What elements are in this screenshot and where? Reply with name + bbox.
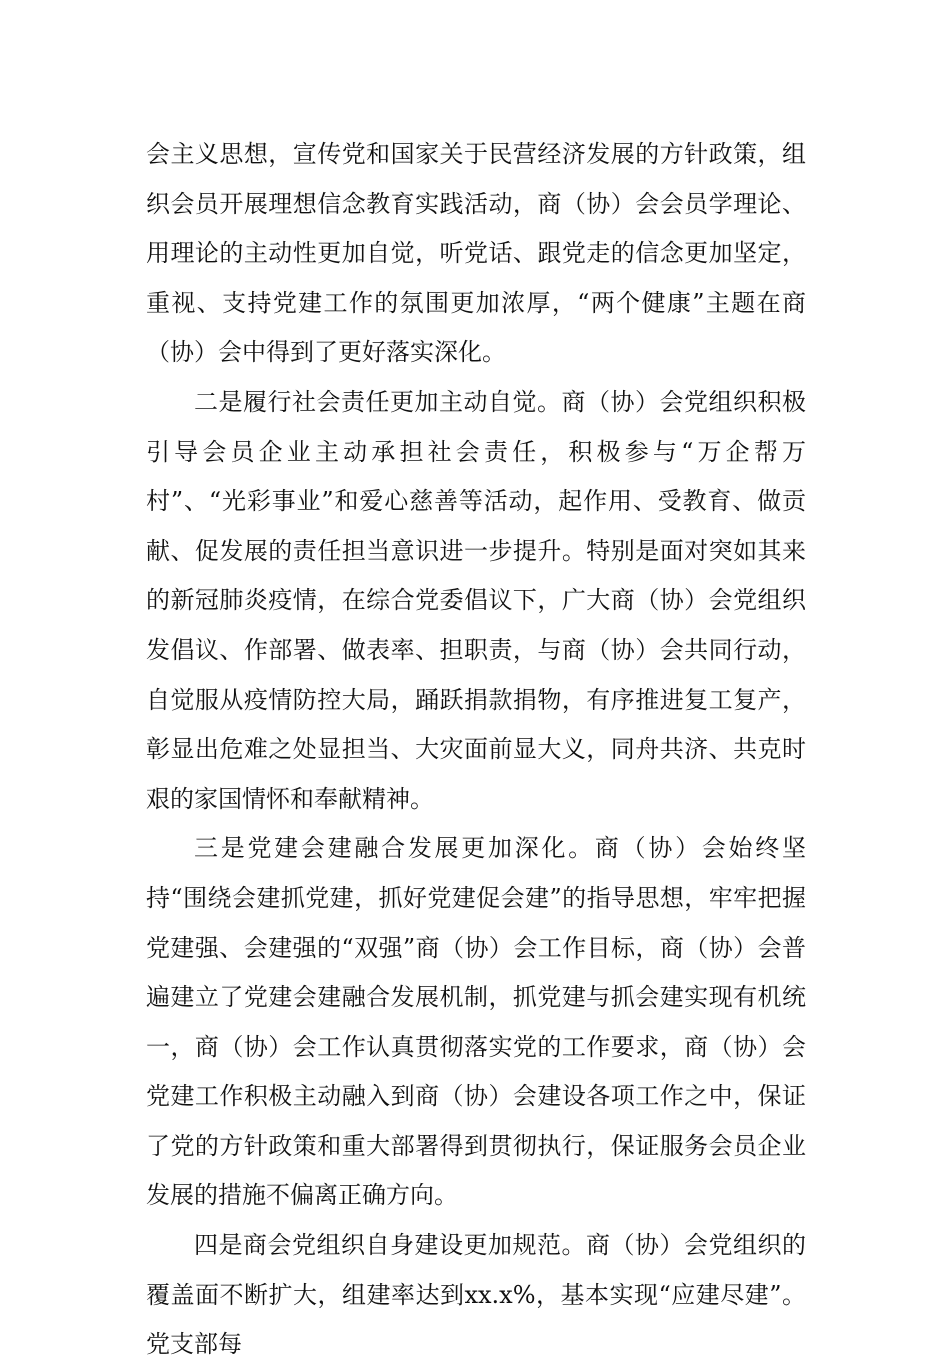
paragraph-3: 三是党建会建融合发展更加深化。商（协）会始终坚持“围绕会建抓党建，抓好党建促会建”的指导思想，牢牢把握党建强、会建强的“双强”商（协）会工作目标，商（协）会普遍建立了党建会建融合发展机制，抓党建与抓会建实现有机统一，商（协）会工作认真贯彻落实党的工作要求，商（协）会党建工作积极主动融入到商（协）会建设各项工作之中，保证了党的方针政策和重大部署得到贯彻执行，保证服务会员企业发展的措施不偏离正确方向。: [146, 834, 806, 1210]
paragraph-2: 二是履行社会责任更加主动自觉。商（协）会党组织积极引导会员企业主动承担社会责任，积极参与“万企帮万村”、“光彩事业”和爱心慈善等活动，起作用、受教育、做贡献、促发展的责任担当意识进一步提升。特别是面对突如其来的新冠肺炎疫情，在综合党委倡议下，广大商（协）会党组织发倡议、作部署、做表率、担职责，与商（协）会共同行动，自觉服从疫情防控大局，踊跃捐款捐物，有序推进复工复产，彰显出危难之处显担当、大灾面前显大义，同舟共济、共克时艰的家国情怀和奉献精神。: [146, 387, 806, 813]
document-body: [146, 130, 806, 1370]
paragraph-1: 会主义思想，宣传党和国家关于民营经济发展的方针政策，组织会员开展理想信念教育实践活动，商（协）会会员学理论、用理论的主动性更加自觉，听党话、跟党走的信念更加坚定，重视、支持党建工作的氛围更加浓厚，“两个健康”主题在商（协）会中得到了更好落实深化。: [146, 140, 806, 367]
paragraph-4: 四是商会党组织自身建设更加规范。商（协）会党组织的覆盖面不断扩大，组建率达到xx.x%，基本实现“应建尽建”。党支部每: [146, 1231, 806, 1359]
